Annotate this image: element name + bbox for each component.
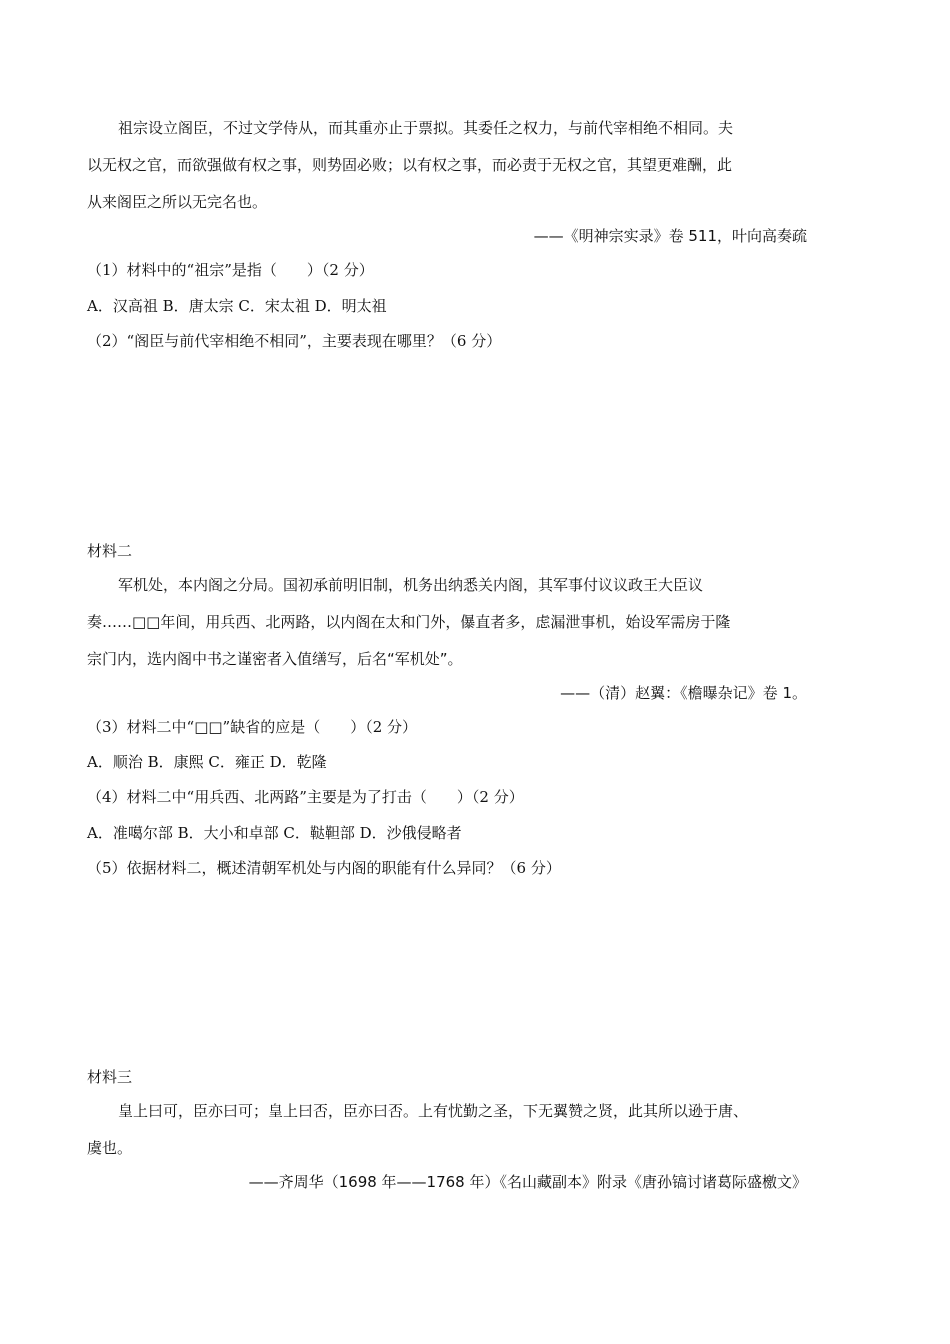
material1-line-1: 祖宗设立阁臣，不过文学侍从，而其重亦止于票拟。其委任之权力，与前代宰相绝不相同。夫 xyxy=(118,119,734,137)
material2-line-1: 军机处，本内阁之分局。国初承前明旧制，机务出纳悉关内阁，其军事付议议政王大臣议 xyxy=(118,576,704,594)
question-4: （4）材料二中“用兵西、北两路”主要是为了打击（ ）（2 分） xyxy=(87,788,524,806)
material1-source: ——《明神宗实录》卷 511，叶向高奏疏 xyxy=(533,227,807,245)
material3-heading: 材料三 xyxy=(87,1068,133,1086)
material3-line-1: 皇上曰可，臣亦曰可；皇上曰否，臣亦曰否。上有忧勤之圣，下无翼赞之贤，此其所以逊于唐、 xyxy=(118,1102,749,1120)
material2-heading: 材料二 xyxy=(87,542,133,560)
material2-line-3: 宗门内，选内阁中书之谨密者入值缮写，后名“军机处”。 xyxy=(87,650,463,668)
material2-line-2: 奏……□□年间，用兵西、北两路，以内阁在太和门外，儤直者多，虑漏泄事机，始设军需房于隆 xyxy=(87,613,731,631)
question-3: （3）材料二中“□□”缺省的应是（ ）（2 分） xyxy=(87,718,418,736)
material1-line-3: 从来阁臣之所以无完名也。 xyxy=(87,193,268,211)
material1-line-2: 以无权之官，而欲强做有权之事，则势固必败；以有权之事，而必责于无权之官，其望更难酬，此 xyxy=(87,156,733,174)
question-1-options: A．汉高祖 B．唐太宗 C．宋太祖 D．明太祖 xyxy=(87,297,387,315)
question-2: （2）“阁臣与前代宰相绝不相同”，主要表现在哪里？（6 分） xyxy=(87,332,502,350)
question-5: （5）依据材料二，概述清朝军机处与内阁的职能有什么异同？（6 分） xyxy=(87,859,561,877)
material3-source: ——齐周华（1698 年——1768 年）《名山藏副本》附录《唐孙镐讨诸葛际盛檄文》 xyxy=(248,1173,807,1191)
question-1: （1）材料中的“祖宗”是指（ ）（2 分） xyxy=(87,261,374,279)
question-4-options: A．准噶尔部 B．大小和卓部 C．鞑靼部 D．沙俄侵略者 xyxy=(87,824,462,842)
material2-source: ——（清）赵翼：《檐曝杂记》卷 1。 xyxy=(560,684,807,702)
material3-line-2: 虞也。 xyxy=(87,1139,133,1157)
question-3-options: A．顺治 B．康熙 C．雍正 D．乾隆 xyxy=(87,753,327,771)
